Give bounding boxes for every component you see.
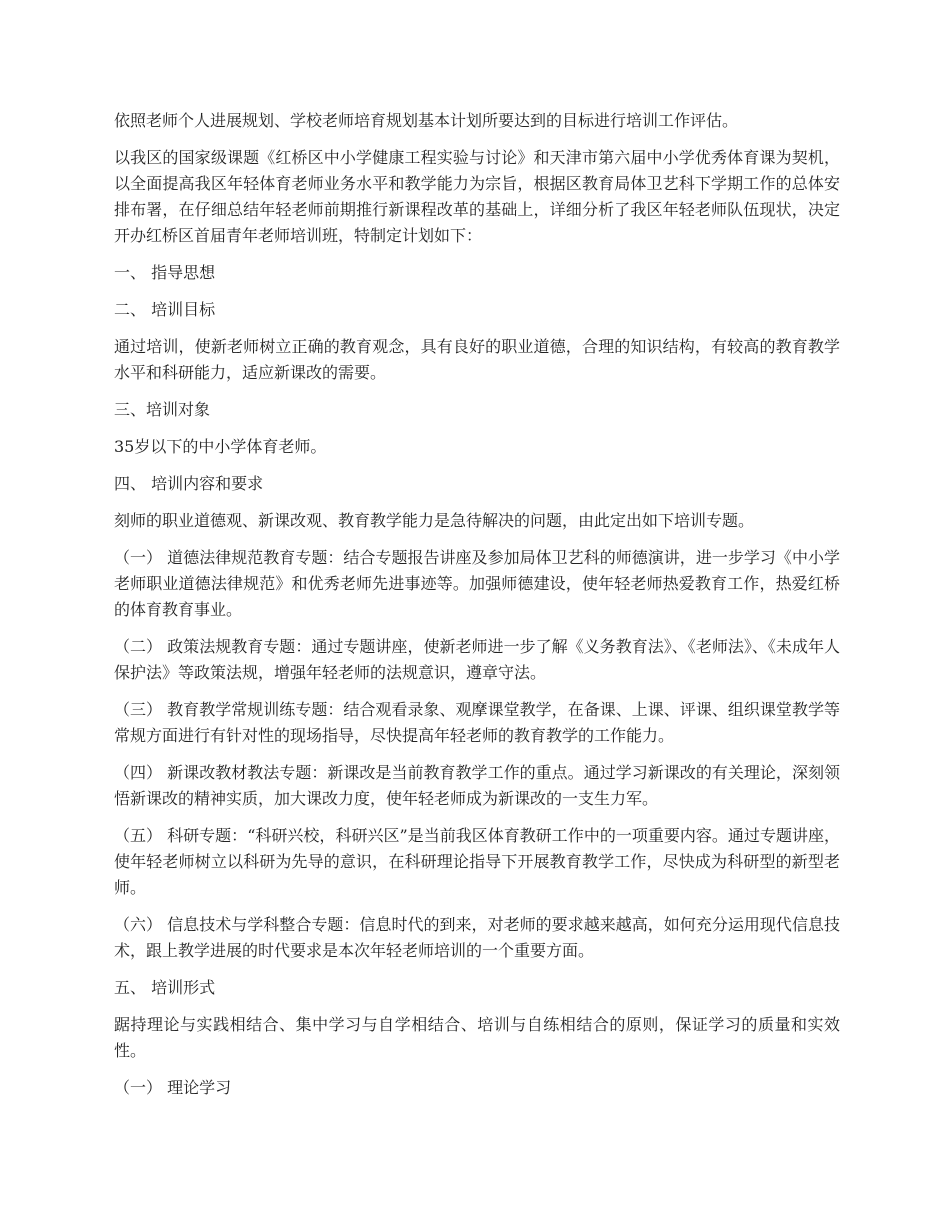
paragraph: 依照老师个人进展规划、学校老师培育规划基本计划所要达到的目标进行培训工作评估。: [114, 111, 739, 130]
paragraph: 以我区的国家级课题《红桥区中小学健康工程实验与讨论》和天津市第六届中小学优秀体育课为契机，以全面提高我区年轻体育老师业务水平和教学能力为宗旨，根据区教育局体卫艺科下学期工作的总体安排布署，在仔细总结年轻老师前期推行新课程改革的基础上，详细分析了我区年轻老师队伍现状，决定开办红桥区首届青年老师培训班，特制定计划如下：: [114, 148, 840, 245]
section-heading: 二、 培训目标: [114, 300, 216, 319]
subsection-heading: （一） 理论学习: [114, 1078, 232, 1097]
paragraph: （五） 科研专题：“科研兴校，科研兴区”是当前我区体育教研工作中的一项重要内容。通过专题讲座，使年轻老师树立以科研为先导的意识，在科研理论指导下开展教育教学工作，尽快成为科研型的新型老师。: [114, 826, 840, 897]
document-body: [114, 108, 840, 1112]
section-heading: 一、 指导思想: [114, 263, 216, 282]
section-heading: 三、培训对象: [114, 400, 211, 419]
paragraph: （四） 新课改教材教法专题：新课改是当前教育教学工作的重点。通过学习新课改的有关理论，深刻领悟新课改的精神实质，加大课改力度，使年轻老师成为新课改的一支生力军。: [114, 763, 840, 808]
paragraph: 刻师的职业道德观、新课改观、教育教学能力是急待解决的问题，由此定出如下培训专题。: [114, 511, 755, 530]
section-heading: 四、 培训内容和要求: [114, 474, 264, 493]
paragraph: 踞持理论与实践相结合、集中学习与自学相结合、培训与自练相结合的原则，保证学习的质量和实效性。: [114, 1015, 840, 1060]
paragraph: 通过培训，使新老师树立正确的教育观念，具有良好的职业道德，合理的知识结构，有较高的教育教学水平和科研能力，适应新课改的需要。: [114, 337, 840, 382]
paragraph: （二） 政策法规教育专题：通过专题讲座，使新老师进一步了解《义务教育法》、《老师法》、《未成年人保护法》等政策法规，增强年轻老师的法规意识，遵章守法。: [114, 637, 840, 682]
paragraph: （一） 道德法律规范教育专题：结合专题报告讲座及参加局体卫艺科的师德演讲，进一步学习《中小学老师职业道德法律规范》和优秀老师先进事迹等。加强师德建设，使年轻老师热爱教育工作，热爱红桥的体育教育事业。: [114, 548, 840, 619]
paragraph: （三） 教育教学常规训练专题：结合观看录象、观摩课堂教学，在备课、上课、评课、组织课堂教学等常规方面进行有针对性的现场指导，尽快提高年轻老师的教育教学的工作能力。: [114, 700, 840, 745]
paragraph: 35岁以下的中小学体育老师。: [114, 437, 327, 456]
paragraph: （六） 信息技术与学科整合专题：信息时代的到来，对老师的要求越来越高，如何充分运用现代信息技术，跟上教学进展的时代要求是本次年轻老师培训的一个重要方面。: [114, 915, 840, 960]
section-heading: 五、 培训形式: [114, 978, 216, 997]
